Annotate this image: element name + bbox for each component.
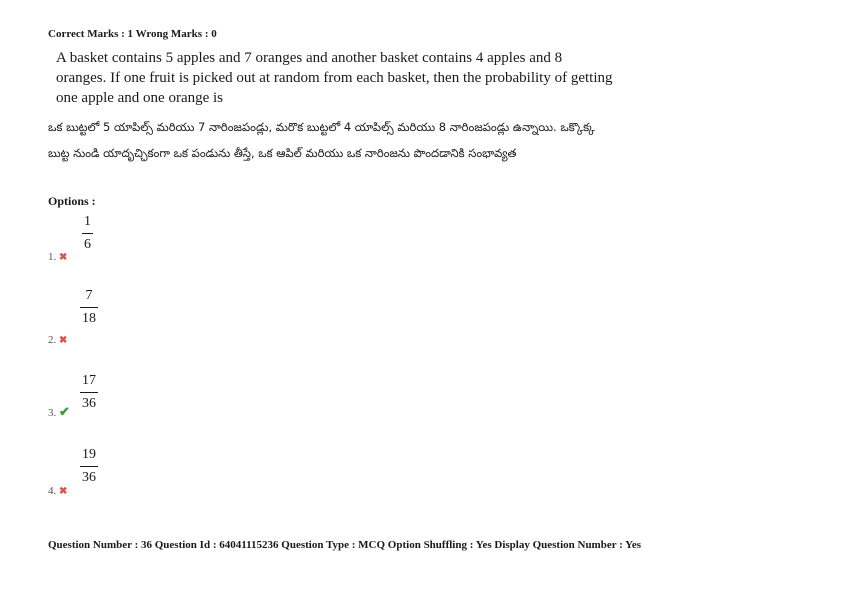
question-metadata-footer: Question Number : 36 Question Id : 64041115236 Question Type : MCQ Option Shuffling : Yes Display Question Number : Yes [48, 539, 642, 551]
question-text-telugu: ఒక బుట్టలో 5 యాపిల్స్ మరియు 7 నారింజపండ్లు, మరొక బుట్టలో 4 యాపిల్స్ మరియు 8 నారింజపండ్లు ఉన్నాయి. ఒక్కొక్క బుట్ట నుండి యాదృచ్ఛికంగా ఒక పండును తీస్తే, ఒక ఆపిల్ మరియు ఒక నారింజను పొందడానికి సంభావ్యత [48, 120, 595, 160]
fraction-bar [80, 466, 98, 467]
option-4-numerator: 19 [82, 447, 96, 462]
option-2-denominator: 18 [82, 311, 96, 326]
option-3-number-row [48, 404, 70, 420]
option-1-number: 1. [48, 251, 57, 263]
check-icon: ✔ [59, 404, 70, 419]
marks-info: Correct Marks : 1 Wrong Marks : 0 [48, 28, 217, 40]
option-1-denominator: 6 [84, 237, 91, 252]
fraction-bar [80, 307, 98, 308]
option-4-fraction [80, 446, 98, 487]
options-label: Options : [48, 194, 96, 208]
option-2-number-row [48, 334, 67, 346]
option-1-fraction [82, 213, 93, 254]
option-1-number-row [48, 251, 67, 263]
option-4-number: 4. [48, 485, 57, 497]
fraction-bar [80, 392, 98, 393]
fraction-bar [82, 233, 93, 234]
option-4-number-row [48, 485, 67, 497]
option-3-fraction [80, 372, 98, 413]
option-1-numerator: 1 [84, 214, 91, 229]
option-3-numerator: 17 [82, 373, 96, 388]
option-3-number: 3. [48, 407, 57, 419]
cross-icon: ✖ [59, 252, 68, 263]
option-2-fraction [80, 287, 98, 328]
cross-icon: ✖ [59, 486, 68, 497]
cross-icon: ✖ [59, 335, 68, 346]
option-3-denominator: 36 [82, 396, 96, 411]
question-text-english: A basket contains 5 apples and 7 oranges and another basket contains 4 apples and 8 oranges. If one fruit is picked out at random from each basket, then the probability of getting one apple and one orange is [56, 50, 613, 106]
option-4-denominator: 36 [82, 470, 96, 485]
option-2-number: 2. [48, 334, 57, 346]
option-2-numerator: 7 [85, 288, 93, 303]
